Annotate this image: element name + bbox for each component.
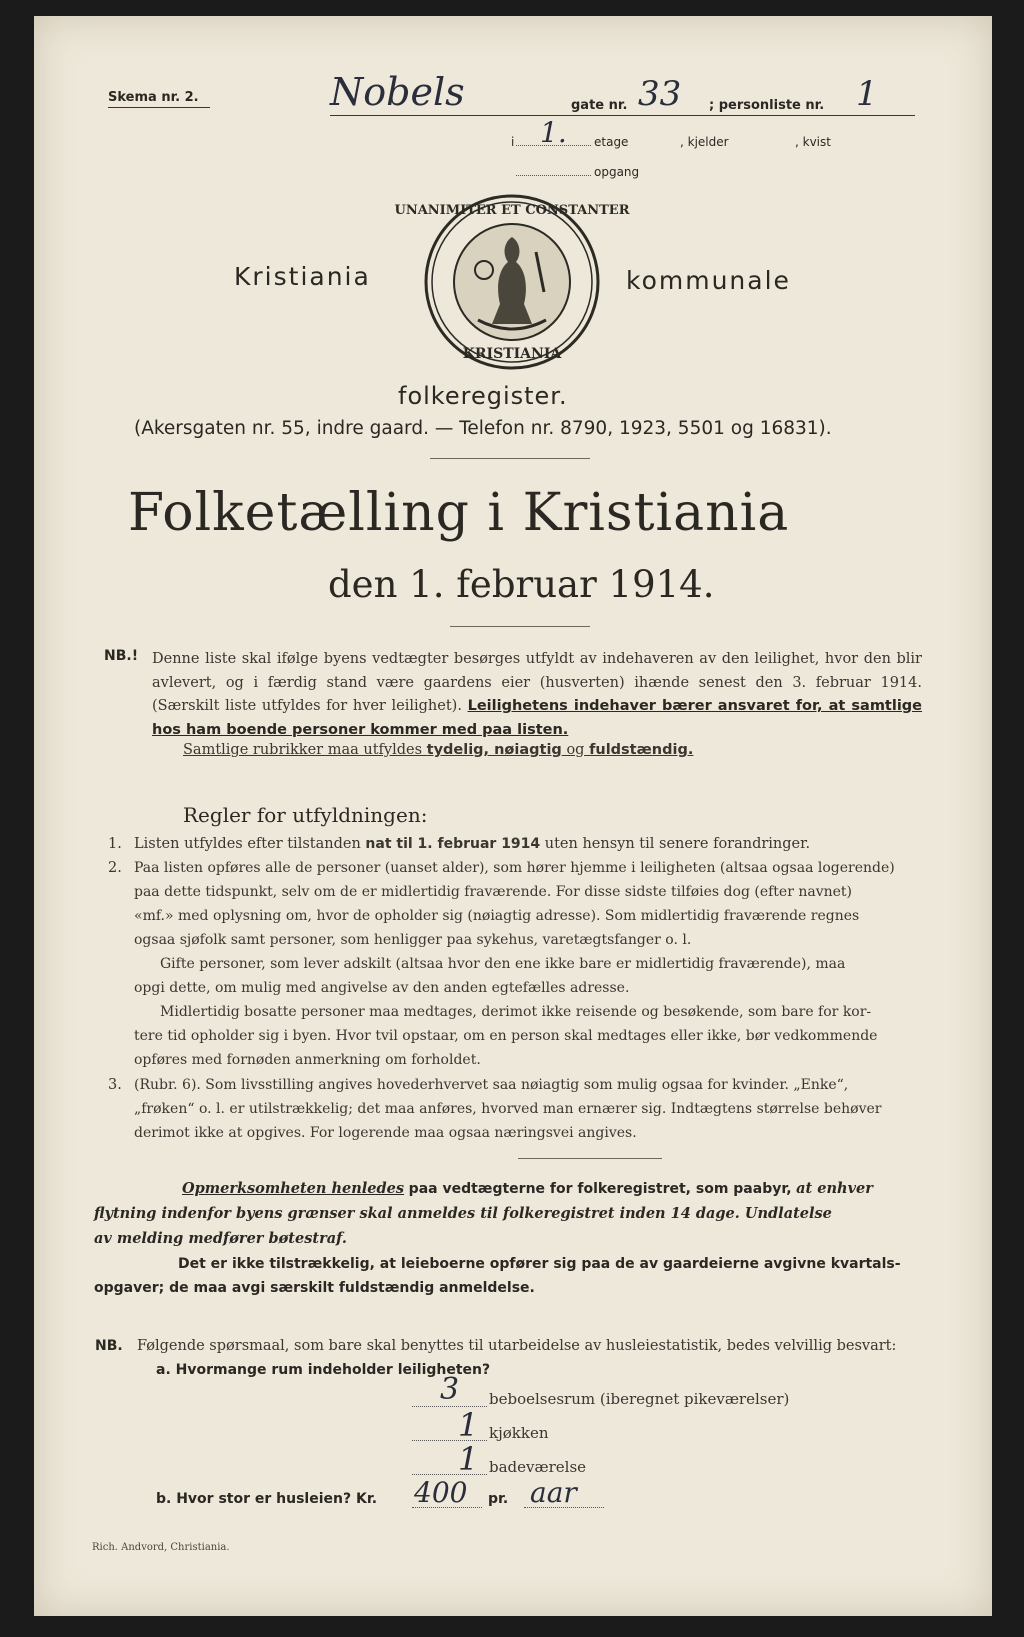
notice-line-4: Det er ikke tilstrækkelig, at leieboerne opfører sig paa de av gaardeierne avgivne kvartals- [178, 1256, 901, 1272]
notice-line-5: opgaver; de maa avgi særskilt fuldstændig anmeldelse. [94, 1280, 535, 1296]
opgang-dotted-line [516, 175, 591, 176]
office-right-text: kommunale [626, 266, 791, 295]
gate-number-handwritten[interactable]: 33 [638, 74, 682, 114]
rule-2-number: 2. [108, 860, 122, 876]
rule-3-number: 3. [108, 1077, 122, 1093]
rent-period-handwritten[interactable]: aar [530, 1476, 577, 1509]
floor-dotted-line [516, 145, 591, 146]
per-label: pr. [488, 1491, 509, 1507]
kjelder-label: , kjelder [680, 135, 729, 149]
kitchen-count-handwritten[interactable]: 1 [458, 1406, 479, 1444]
question-b: b. Hvor stor er husleien? Kr. [156, 1491, 378, 1507]
rule-2-line: Gifte personer, som lever adskilt (altsaa hvor den ene ikke bare er midlertidig fraværende), maa [160, 956, 846, 972]
gate-label: gate nr. [571, 98, 628, 113]
nb-paragraph [152, 648, 922, 742]
header-underline [330, 115, 915, 116]
bathroom-dotted-line [412, 1474, 487, 1475]
svg-text:UNANIMITER ET CONSTANTER: UNANIMITER ET CONSTANTER [394, 203, 630, 218]
kvist-label: , kvist [795, 135, 831, 149]
nb-bold-tydelig: tydelig, nøiagtig [426, 742, 562, 758]
notice-line-2: flytning indenfor byens grænser skal anmeldes til folkeregistret inden 14 dage. Undlatelse [94, 1205, 832, 1222]
rule-2-line: opgi dette, om mulig med angivelse av den anden egtefælles adresse. [134, 980, 630, 996]
rule-2-line: Paa listen opføres alle de personer (uanset alder), som hører hjemme i leiligheten (altsaa ogsaa logerende) [134, 860, 895, 876]
office-left-text: Kristiania [234, 262, 371, 291]
nb-text2: Samtlige rubrikker maa utfyldes [183, 742, 423, 758]
notice-line-3: av melding medfører bøtestraf. [94, 1230, 347, 1247]
nb2-intro: Følgende spørsmaal, som bare skal benyttes til utarbeidelse av husleiestatistik, bedes velvillig besvart: [137, 1338, 897, 1354]
nb-label: NB.! [104, 648, 139, 664]
rule-1-text-end: uten hensyn til senere forandringer. [544, 836, 811, 852]
rooms-label: beboelsesrum (iberegnet pikeværelser) [489, 1390, 790, 1408]
nb-text-og: og [566, 742, 585, 758]
period-dotted-line [524, 1507, 604, 1508]
rule-1-number: 1. [108, 836, 122, 852]
nb2-label: NB. [95, 1338, 123, 1354]
notice-line-1 [182, 1180, 873, 1197]
street-name-handwritten[interactable]: Nobels [330, 70, 465, 114]
nb-second-line [183, 742, 693, 758]
divider [518, 1158, 662, 1159]
svg-text:KRISTIANIA: KRISTIANIA [462, 346, 562, 362]
floor-i-label: i [511, 135, 515, 149]
schema-number: Skema nr. 2. [108, 90, 199, 105]
nb-text: Denne liste skal ifølge byens vedtægter besørges utfyldt av indehaveren av den leilighet, hvor den blir avlevert, og i færdig stand være gaardens eier (husverten) ihænde senest den 3. februar 1914. (Særskilt liste utfyldes for hver leilighet). [152, 651, 922, 714]
nb-bold-fuldstaendig: fuldstændig. [589, 742, 694, 758]
rooms-count-handwritten[interactable]: 3 [440, 1372, 460, 1407]
notice-text: paa vedtægterne for folkeregistret, som paabyr, [408, 1181, 792, 1197]
nb-bold-statement: Leilighetens indehaver bærer ansvaret for, at samtlige hos ham boende personer kommer med paa listen. [152, 698, 923, 738]
bathroom-count-handwritten[interactable]: 1 [458, 1440, 479, 1478]
office-address: (Akersgaten nr. 55, indre gaard. — Telefon nr. 8790, 1923, 5501 og 16831). [134, 418, 832, 439]
kristiania-seal-icon [394, 192, 630, 372]
page-title: Folketælling i Kristiania [128, 483, 790, 543]
bathroom-label: badeværelse [489, 1458, 587, 1476]
rule-1-bold: nat til 1. februar 1914 [365, 836, 541, 852]
rule-2-line: opføres med fornøden anmerkning om forholdet. [134, 1052, 481, 1068]
notice-italic: at enhver [796, 1180, 873, 1197]
printer-imprint: Rich. Andvord, Christiania. [92, 1542, 230, 1553]
etage-label: etage [594, 135, 629, 149]
personliste-number-handwritten[interactable]: 1 [856, 74, 878, 114]
rules-heading: Regler for utfyldningen: [183, 803, 428, 827]
rule-3-line: derimot ikke at opgives. For logerende maa ogsaa næringsvei angives. [134, 1125, 637, 1141]
floor-number-handwritten[interactable]: 1. [540, 116, 567, 149]
personliste-label: ; personliste nr. [709, 98, 825, 113]
kitchen-label: kjøkken [489, 1424, 549, 1442]
question-a: a. Hvormange rum indeholder leiligheten? [156, 1362, 491, 1378]
rule-3-line: „frøken“ o. l. er utilstrækkelig; det maa anføres, hvorved man ernærer sig. Indtægtens størrelse behøver [134, 1101, 882, 1117]
divider [430, 458, 590, 459]
rule-2-line: ogsaa sjøfolk samt personer, som henligger paa sykehus, varetægtsfanger o. l. [134, 932, 692, 948]
rule-1 [134, 832, 810, 856]
page-subtitle-date: den 1. februar 1914. [328, 563, 715, 606]
rule-2-line: Midlertidig bosatte personer maa medtages, derimot ikke reisende og besøkende, som bare for kor- [160, 1004, 872, 1020]
rule-3-line: (Rubr. 6). Som livsstilling angives hovederhvervet saa nøiagtig som mulig ogsaa for kvinder. „Enke“, [134, 1077, 849, 1093]
notice-lead: Opmerksomheten henledes [182, 1180, 405, 1197]
rule-2-line: «mf.» med oplysning om, hvor de opholder sig (nøiagtig adresse). Som midlertidig fraværende regnes [134, 908, 860, 924]
rent-dotted-line [412, 1507, 482, 1508]
divider [450, 626, 590, 627]
schema-underline [108, 107, 210, 108]
rule-1-text: Listen utfyldes efter tilstanden [134, 836, 361, 852]
rule-2-line: tere tid opholder sig i byen. Hvor tvil opstaar, om en person skal medtages eller ikke, bør vedkommende [134, 1028, 878, 1044]
opgang-label: opgang [594, 165, 640, 179]
rent-amount-handwritten[interactable]: 400 [414, 1476, 468, 1509]
rule-2-line: paa dette tidspunkt, selv om de er midlertidig fraværende. For disse sidste tilføies dog (efter navnet) [134, 884, 853, 900]
register-label: folkeregister. [398, 382, 568, 410]
